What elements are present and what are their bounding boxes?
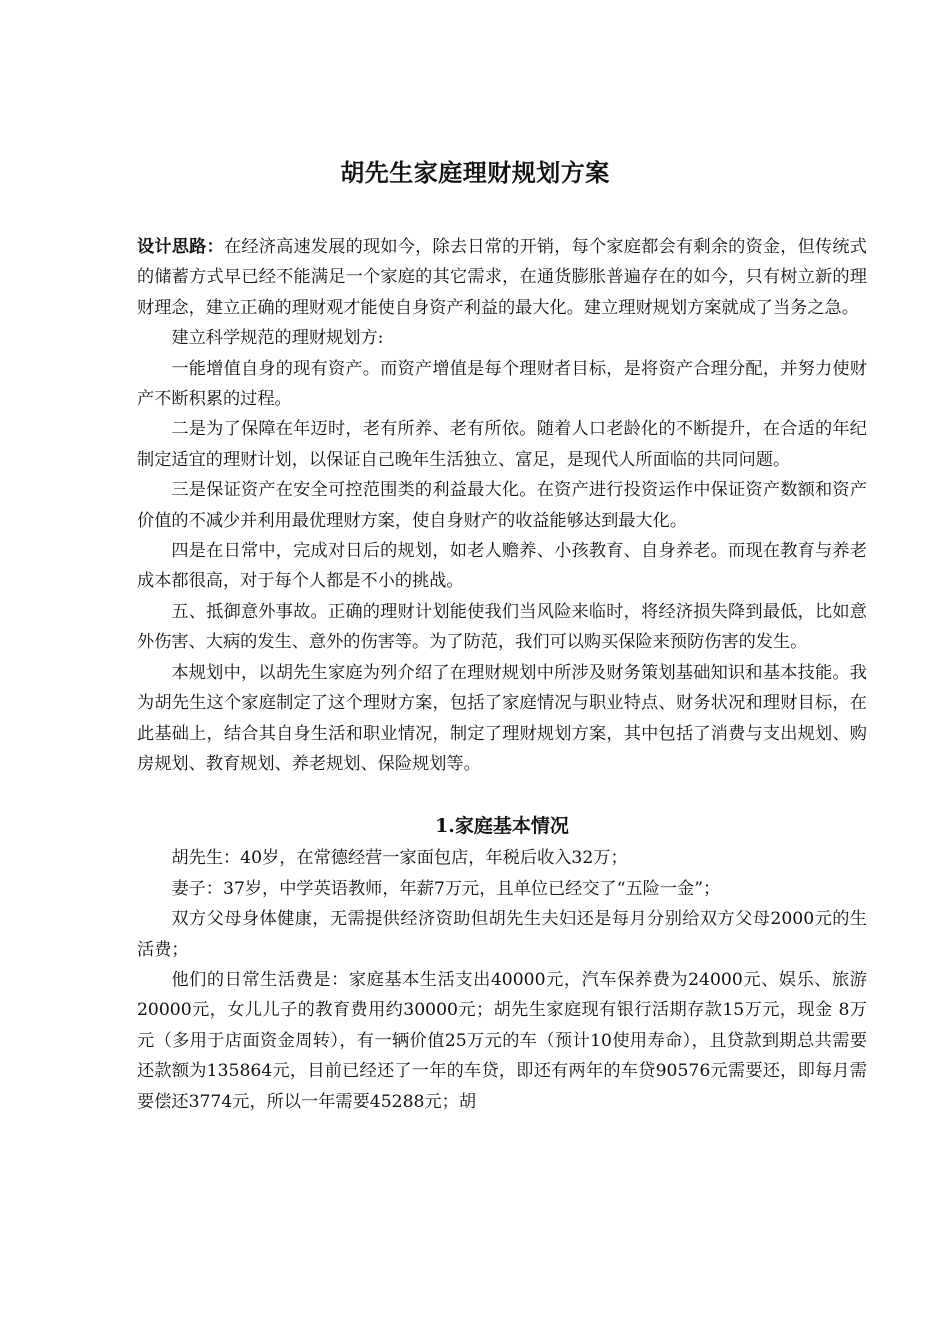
intro-label: 设计思路： <box>137 237 224 257</box>
section-paragraph: 他们的日常生活费是：家庭基本生活支出40000元，汽车保养费为24000元、娱乐、旅游20000元，女儿儿子的教育费用约30000元；胡先生家庭现有银行活期存款15万元，现金 8万元（多用于店面资金周转），有一辆价值25万元的车（预计10使用寿命），且贷款到期总共需要还款额为135864元，目前已经还了一年的车贷，即还有两年的车贷90576元需要还，即每月需要偿还3774元，所以一年需要45288元；胡 <box>137 969 867 1112</box>
intro-paragraph <box>137 232 867 323</box>
body-paragraph: 二是为了保障在年迈时，老有所养、老有所依。随着人口老龄化的不断提升，在合适的年纪制定适宜的理财计划，以保证自己晚年生活独立、富足，是现代人所面临的共同问题。 <box>137 419 867 470</box>
section-paragraph: 胡先生：40岁，在常德经营一家面包店，年税后收入32万； <box>171 848 628 869</box>
body-paragraph: 建立科学规范的理财规划方: <box>171 328 384 349</box>
body-paragraph: 一能增值自身的现有资产。而资产增值是每个理财者目标，是将资产合理分配，并努力使财产不断积累的过程。 <box>137 358 867 410</box>
body-paragraph: 五、抵御意外事故。正确的理财计划能使我们当风险来临时，将经济损失降到最低，比如意外伤害、大病的发生、意外的伤害等。为了防范，我们可以购买保险来预防伤害的发生。 <box>137 601 867 653</box>
body-paragraph: 四是在日常中，完成对日后的规划，如老人赡养、小孩教育、自身养老。而现在教育与养老成本都很高，对于每个人都是不小的挑战。 <box>137 541 867 592</box>
body-paragraph: 三是保证资产在安全可控范围类的利益最大化。在资产进行投资运作中保证资产数额和资产价值的不减少并利用最优理财方案，使自身财产的收益能够达到最大化。 <box>137 480 867 531</box>
document-body <box>137 232 867 1117</box>
section-paragraph: 妻子：37岁，中学英语教师，年薪7万元，且单位已经交了“五险一金”； <box>171 878 721 899</box>
body-paragraph: 本规划中，以胡先生家庭为列介绍了在理财规划中所涉及财务策划基础知识和基本技能。我为胡先生这个家庭制定了这个理财方案，包括了家庭情况与职业特点、财务状况和理财目标，在此基础上，结合其自身生活和职业情况，制定了理财规划方案，其中包括了消费与支出规划、购房规划、教育规划、养老规划、保险规划等。 <box>137 662 867 774</box>
section-paragraph: 双方父母身体健康，无需提供经济资助但胡先生夫妇还是每月分别给双方父母2000元的生活费； <box>137 909 867 960</box>
document-title: 胡先生家庭理财规划方案 <box>340 159 610 187</box>
intro-text: 在经济高速发展的现如今，除去日常的开销，每个家庭都会有剩余的资金，但传统式的储蓄方式早已经不能满足一个家庭的其它需求，在通货膨胀普遍存在的如今，只有树立新的理财理念，建立正确的理财观才能使自身资产利益的最大化。建立理财规划方案就成了当务之急。 <box>137 237 867 318</box>
section-heading: 1.家庭基本情况 <box>435 815 569 838</box>
